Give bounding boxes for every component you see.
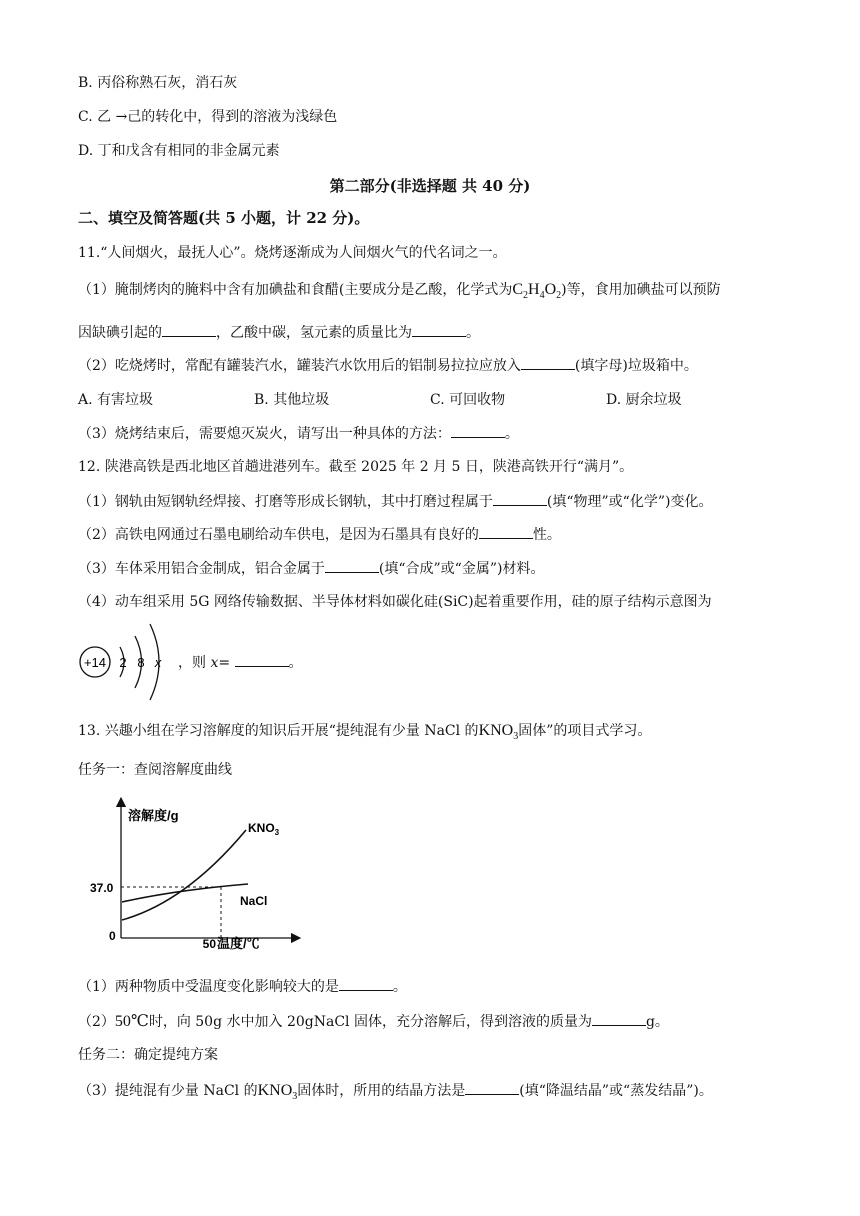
q11-option-c: C. 可回收物 xyxy=(430,392,506,408)
q12-part2 xyxy=(78,524,561,545)
q11-part3-text: （3）烧烤结束后，需要熄灭炭火，请写出一种具体的方法： xyxy=(78,426,451,442)
q11-part2-text-b: (填字母)垃圾箱中。 xyxy=(574,358,698,374)
temperature-value: 50℃ xyxy=(114,1013,149,1030)
q11-option-b: B. 其他垃圾 xyxy=(254,392,330,408)
series-nacl-label: NaCl xyxy=(240,894,268,908)
acetic-acid-formula: $C_2H_4O_2$ xyxy=(512,281,562,302)
answer-blank[interactable] xyxy=(412,322,466,337)
answer-blank[interactable] xyxy=(325,558,379,573)
q13-part2-prefix: （2） xyxy=(78,1014,115,1030)
q13-task1: 任务一：查阅溶解度曲线 xyxy=(78,762,232,778)
arrow-icon: → xyxy=(115,109,128,125)
q12-part1-text: （1）钢轨由短钢轨经焊接、打磨等形成长钢轨，其中打磨过程属于 xyxy=(78,494,493,510)
x-marked-tick-label: 50 xyxy=(202,937,216,951)
q11-part2-text: （2）吃烧烤时，常配有罐装汽水，罐装汽水饮用后的铝制易拉拉应放入 xyxy=(78,358,521,374)
answer-blank[interactable] xyxy=(521,355,575,370)
answer-blank[interactable] xyxy=(451,423,505,438)
answer-blank[interactable] xyxy=(465,1080,519,1095)
q12-part2-text: （2）高铁电网通过石墨电刷给动车供电，是因为石墨具有良好的 xyxy=(78,527,479,543)
q12-part3 xyxy=(78,558,544,579)
q11-part1-line2 xyxy=(78,322,480,343)
q12-part1-text-b: (填“物理”或“化学”)变化。 xyxy=(546,494,713,510)
q12-part4-tail-text: ，则 xyxy=(178,655,206,671)
q13-task2: 任务二：确定提纯方案 xyxy=(78,1047,218,1063)
answer-blank[interactable] xyxy=(592,1011,646,1026)
section2-title: 二、填空及简答题(共 5 小题，计 22 分)。 xyxy=(78,209,370,227)
q12-part4: （4）动车组采用 5G 网络传输数据、半导体材料如碳化硅(SiC)起着重要作用，硅的原子结构示意图为 xyxy=(78,594,712,610)
kno3-formula: $KNO_3$ xyxy=(257,1082,298,1103)
q13-part3 xyxy=(78,1080,713,1107)
q11-stem: 11.“人间烟火，最抚人心”。烧烤逐渐成为人间烟火气的代名词之一。 xyxy=(78,245,507,261)
q10-option-c-suffix: 己的转化中，得到的溶液为浅绿色 xyxy=(127,109,338,125)
q12-part4-tail-end: 。 xyxy=(288,655,303,671)
answer-blank[interactable] xyxy=(162,322,216,337)
shell-2-electrons: 8 xyxy=(137,655,145,670)
y-marked-tick-label: 37.0 xyxy=(90,881,114,895)
x-axis-label: 温度/℃ xyxy=(217,936,260,951)
part2-title: 第二部分(非选择题 共 40 分) xyxy=(329,177,531,195)
q12-part3-text-b: (填“合成”或“金属”)材料。 xyxy=(378,561,545,577)
q13-part1-text-b: 。 xyxy=(392,979,407,995)
q13-part2 xyxy=(78,1011,669,1032)
atom-nucleus-label: +14 xyxy=(83,655,107,670)
q11-part1-line1 xyxy=(78,280,721,306)
shell-3-electrons: x xyxy=(154,655,162,670)
shell-1-electrons: 2 xyxy=(119,655,127,670)
q13-part3-text: （3）提纯混有少量 NaCl 的 xyxy=(78,1083,258,1099)
q10-option-d: D. 丁和戊含有相同的非金属元素 xyxy=(78,143,280,159)
kno3-formula: $KNO_3$ xyxy=(478,722,519,743)
answer-blank[interactable] xyxy=(339,976,393,991)
solubility-chart xyxy=(76,792,312,962)
q11-option-a: A. 有害垃圾 xyxy=(78,392,154,408)
y-axis-label: 溶解度/g xyxy=(128,808,179,823)
series-kno3-curve xyxy=(122,830,246,920)
q13-stem xyxy=(78,721,651,747)
origin-label: 0 xyxy=(109,929,116,943)
answer-blank[interactable] xyxy=(235,652,289,667)
q12-part4-tail xyxy=(178,652,303,673)
q12-part1 xyxy=(78,491,712,512)
q13-part2-text: 时，向 50g 水中加入 20gNaCl 固体，充分溶解后，得到溶液的质量为 xyxy=(148,1014,592,1030)
answer-blank[interactable] xyxy=(479,524,533,539)
q11-part1-text-b: )等，食用加碘盐可以预防 xyxy=(561,282,721,298)
silicon-atom-diagram xyxy=(76,618,176,704)
q13-part3-text-b: 固体时，所用的结晶方法是 xyxy=(297,1083,466,1099)
q11-part1-text-e: 。 xyxy=(466,325,480,341)
q12-part3-text: （3）车体采用铝合金制成，铝合金属于 xyxy=(78,561,325,577)
answer-blank[interactable] xyxy=(493,491,547,506)
q11-part1-text-d: ，乙酸中碳，氢元素的质量比为 xyxy=(216,325,412,341)
q11-part1-text-c: 因缺碘引起的 xyxy=(78,325,162,341)
q11-part1-text: （1）腌制烤肉的腌料中含有加碘盐和食醋(主要成分是乙酸，化学式为 xyxy=(78,282,513,298)
q11-part2 xyxy=(78,355,698,376)
q10-option-c-prefix: C. 乙 xyxy=(78,109,112,125)
q13-part1-text: （1）两种物质中受温度变化影响较大的是 xyxy=(78,979,339,995)
q11-part3 xyxy=(78,423,519,444)
equals-sign: = xyxy=(218,655,231,671)
q11-part3-text-b: 。 xyxy=(504,426,519,442)
q13-stem-text: 13. 兴趣小组在学习溶解度的知识后开展“提纯混有少量 NaCl 的 xyxy=(78,723,479,739)
q12-part2-text-b: 性。 xyxy=(532,527,561,543)
q13-part3-text-c: (填“降温结晶”或“蒸发结晶”)。 xyxy=(519,1083,713,1099)
q12-stem: 12. 陕港高铁是西北地区首趟进港列车。截至 2025 年 2 月 5 日，陕港高铁开行“满月”。 xyxy=(78,459,634,475)
q11-option-d: D. 厨余垃圾 xyxy=(606,392,682,408)
q13-part1 xyxy=(78,976,407,997)
q10-option-b: B. 丙俗称熟石灰，消石灰 xyxy=(78,75,238,91)
q13-part2-text-b: g。 xyxy=(645,1014,669,1030)
variable-x: x xyxy=(210,655,219,671)
series-kno3-label: $KNO_3$ xyxy=(248,821,280,837)
q10-option-c xyxy=(78,107,337,127)
q13-stem-text-b: 固体”的项目式学习。 xyxy=(518,723,652,739)
